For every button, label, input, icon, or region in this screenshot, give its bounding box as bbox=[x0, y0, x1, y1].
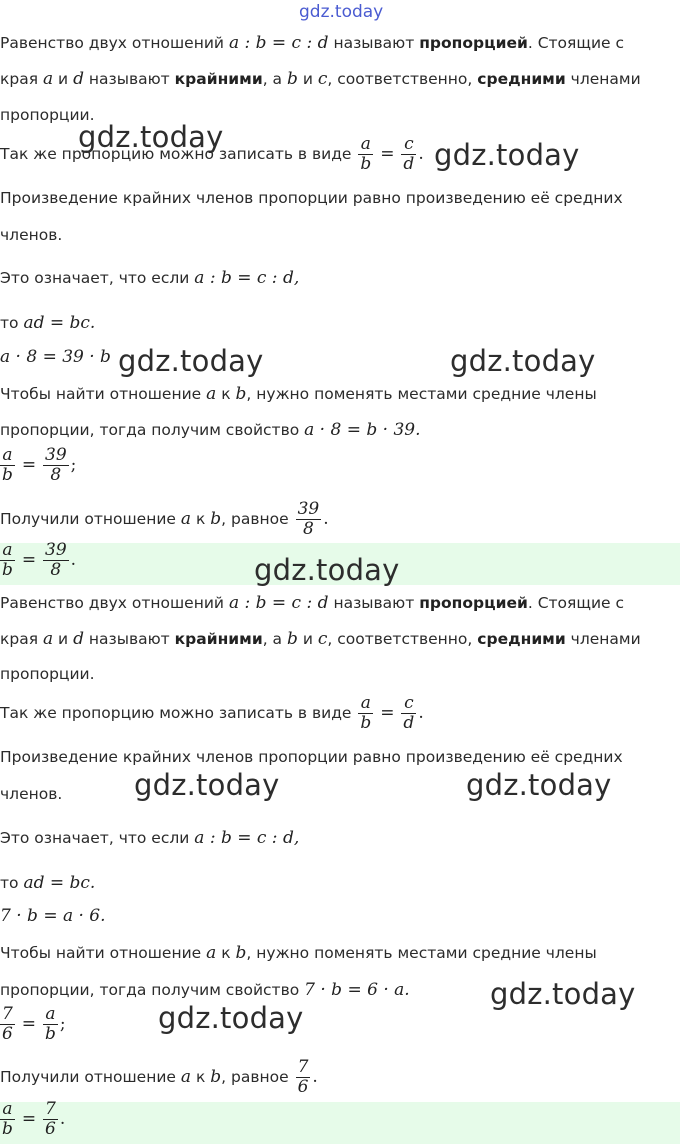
text: пропорции. bbox=[0, 106, 95, 124]
term-means: средними bbox=[477, 630, 566, 648]
then-line bbox=[0, 313, 95, 333]
text: то bbox=[0, 314, 19, 332]
extremes-line bbox=[0, 629, 641, 649]
fraction: $\frac{7}{6}$ bbox=[2, 1004, 13, 1044]
dot: . bbox=[312, 1067, 318, 1087]
fraction: $\frac{a}{b}$ bbox=[44, 1004, 56, 1044]
text: края bbox=[0, 70, 39, 88]
math-var: c bbox=[317, 629, 328, 649]
math-equation: ad = bc. bbox=[23, 313, 96, 333]
text: к bbox=[195, 510, 206, 528]
equals: = bbox=[21, 455, 37, 475]
text: пропорции. bbox=[0, 665, 95, 683]
fraction: $\frac{c}{d}$ bbox=[403, 693, 415, 733]
text: , а bbox=[262, 630, 283, 648]
math-var: a bbox=[206, 384, 217, 404]
fraction: $\frac{a}{b}$ bbox=[2, 1099, 13, 1139]
fraction-form-line bbox=[0, 694, 424, 733]
dot: . bbox=[418, 703, 424, 723]
means-line bbox=[0, 828, 299, 848]
text: членов. bbox=[0, 226, 63, 244]
watermark: gdz.today bbox=[78, 120, 224, 154]
dot: . bbox=[70, 550, 77, 570]
text: , нужно поменять местами средние члены bbox=[246, 385, 597, 403]
math-equation: 7 · b = a · 6. bbox=[0, 906, 106, 926]
then-line bbox=[0, 873, 95, 893]
definition-line bbox=[0, 33, 624, 53]
math-var: a bbox=[180, 509, 192, 529]
text: Так же пропорцию можно записать в виде bbox=[0, 704, 352, 722]
text: , а bbox=[262, 70, 283, 88]
site-header-link[interactable]: gdz.today bbox=[299, 2, 384, 22]
text: к bbox=[195, 1068, 206, 1086]
watermark: gdz.today bbox=[134, 768, 280, 802]
answer-line bbox=[0, 1100, 65, 1139]
equals: = bbox=[21, 1109, 37, 1129]
math-proportion: a : b = c : d bbox=[228, 33, 329, 53]
text: называют bbox=[333, 594, 415, 612]
ratio-fraction-line bbox=[0, 446, 76, 485]
term-proportion: пропорцией bbox=[419, 594, 528, 612]
math-var: a bbox=[180, 1067, 192, 1087]
equals: = bbox=[21, 550, 37, 570]
text: называют bbox=[88, 630, 170, 648]
watermark: gdz.today bbox=[118, 344, 264, 378]
find-ratio-line bbox=[0, 943, 597, 963]
term-means: средними bbox=[477, 70, 566, 88]
answer-box bbox=[0, 1099, 680, 1144]
fraction: $\frac{7}{6}$ bbox=[297, 1057, 309, 1097]
text: края bbox=[0, 630, 39, 648]
result-line bbox=[0, 500, 329, 539]
math-var: b bbox=[287, 629, 298, 649]
dot: . bbox=[323, 509, 329, 529]
math-var: b bbox=[210, 509, 222, 529]
text: то bbox=[0, 874, 19, 892]
text: Равенство двух отношений bbox=[0, 34, 225, 52]
definition-line bbox=[0, 593, 624, 613]
text: , соответственно, bbox=[327, 70, 473, 88]
swap-line bbox=[0, 980, 410, 1000]
watermark: gdz.today bbox=[434, 138, 580, 172]
semicolon: ; bbox=[59, 1014, 66, 1034]
text: пропорции, тогда получим свойство bbox=[0, 981, 300, 999]
text: и bbox=[58, 630, 69, 648]
dot: . bbox=[418, 144, 424, 164]
result-line bbox=[0, 1058, 318, 1097]
math-proportion: a : b = c : d, bbox=[194, 268, 300, 288]
math-var: d bbox=[73, 629, 84, 649]
means-line bbox=[0, 268, 299, 288]
term-proportion: пропорцией bbox=[419, 34, 528, 52]
watermark: gdz.today bbox=[490, 977, 636, 1011]
term-extremes: крайними bbox=[174, 70, 263, 88]
swap-line bbox=[0, 420, 420, 440]
math-var: a bbox=[42, 69, 54, 89]
fraction: $\frac{39}{8}$ bbox=[45, 540, 67, 580]
text: Это означает, что если bbox=[0, 269, 190, 287]
fraction: $\frac{7}{6}$ bbox=[45, 1099, 56, 1139]
text: , равное bbox=[221, 510, 289, 528]
math-var: d bbox=[73, 69, 84, 89]
text: и bbox=[302, 630, 313, 648]
equals: = bbox=[380, 144, 395, 164]
math-var: a bbox=[42, 629, 54, 649]
math-var: c bbox=[317, 69, 328, 89]
fraction: $\frac{39}{8}$ bbox=[297, 499, 320, 539]
dot: . bbox=[59, 1109, 66, 1129]
math-equation: a · 8 = b · 39. bbox=[304, 420, 421, 440]
text: и bbox=[58, 70, 69, 88]
text: , нужно поменять местами средние члены bbox=[246, 944, 597, 962]
term-extremes: крайними bbox=[174, 630, 263, 648]
math-var: b bbox=[210, 1067, 222, 1087]
text: Равенство двух отношений bbox=[0, 594, 225, 612]
fraction: $\frac{a}{b}$ bbox=[360, 134, 372, 174]
math-var: b bbox=[235, 384, 247, 404]
watermark: gdz.today bbox=[466, 768, 612, 802]
text: . Стоящие с bbox=[527, 594, 625, 612]
text: к bbox=[221, 385, 231, 403]
text: и bbox=[302, 70, 313, 88]
fraction: $\frac{39}{8}$ bbox=[45, 445, 67, 485]
text: . Стоящие с bbox=[527, 34, 625, 52]
ratio-fraction-line bbox=[0, 1005, 66, 1044]
text: членами bbox=[570, 70, 641, 88]
fraction: $\frac{a}{b}$ bbox=[2, 540, 13, 580]
text: называют bbox=[333, 34, 415, 52]
text: , соответственно, bbox=[327, 630, 473, 648]
fraction: $\frac{a}{b}$ bbox=[360, 693, 372, 733]
equals: = bbox=[21, 1014, 37, 1034]
text: членами bbox=[570, 630, 641, 648]
text: Произведение крайних членов пропорции равно произведению её средних bbox=[0, 748, 623, 766]
text: пропорции, тогда получим свойство bbox=[0, 421, 300, 439]
watermark: gdz.today bbox=[158, 1001, 304, 1035]
extremes-line bbox=[0, 69, 641, 89]
answer-line bbox=[0, 541, 76, 580]
text: к bbox=[221, 944, 231, 962]
math-proportion: a : b = c : d bbox=[228, 593, 329, 613]
math-var: a bbox=[206, 943, 217, 963]
text: Получили отношение bbox=[0, 1068, 176, 1086]
text: называют bbox=[88, 70, 170, 88]
math-proportion: a : b = c : d, bbox=[194, 828, 300, 848]
text: Чтобы найти отношение bbox=[0, 385, 202, 403]
math-equation: ad = bc. bbox=[23, 873, 96, 893]
watermark: gdz.today bbox=[450, 344, 596, 378]
math-var: b bbox=[235, 943, 247, 963]
math-equation: a · 8 = 39 · b bbox=[0, 347, 111, 367]
find-ratio-line bbox=[0, 384, 597, 404]
math-equation: 7 · b = 6 · a. bbox=[304, 980, 410, 1000]
text: Чтобы найти отношение bbox=[0, 944, 202, 962]
text: Так же пропорцию можно записать в виде bbox=[0, 145, 352, 163]
text: членов. bbox=[0, 785, 63, 803]
text: Это означает, что если bbox=[0, 829, 190, 847]
semicolon: ; bbox=[70, 455, 77, 475]
text: Произведение крайних членов пропорции равно произведению её средних bbox=[0, 189, 623, 207]
fraction: $\frac{a}{b}$ bbox=[2, 445, 13, 485]
text: Получили отношение bbox=[0, 510, 176, 528]
fraction: $\frac{c}{d}$ bbox=[403, 134, 415, 174]
math-var: b bbox=[287, 69, 298, 89]
equals: = bbox=[380, 703, 395, 723]
watermark: gdz.today bbox=[254, 553, 400, 587]
text: , равное bbox=[221, 1068, 289, 1086]
